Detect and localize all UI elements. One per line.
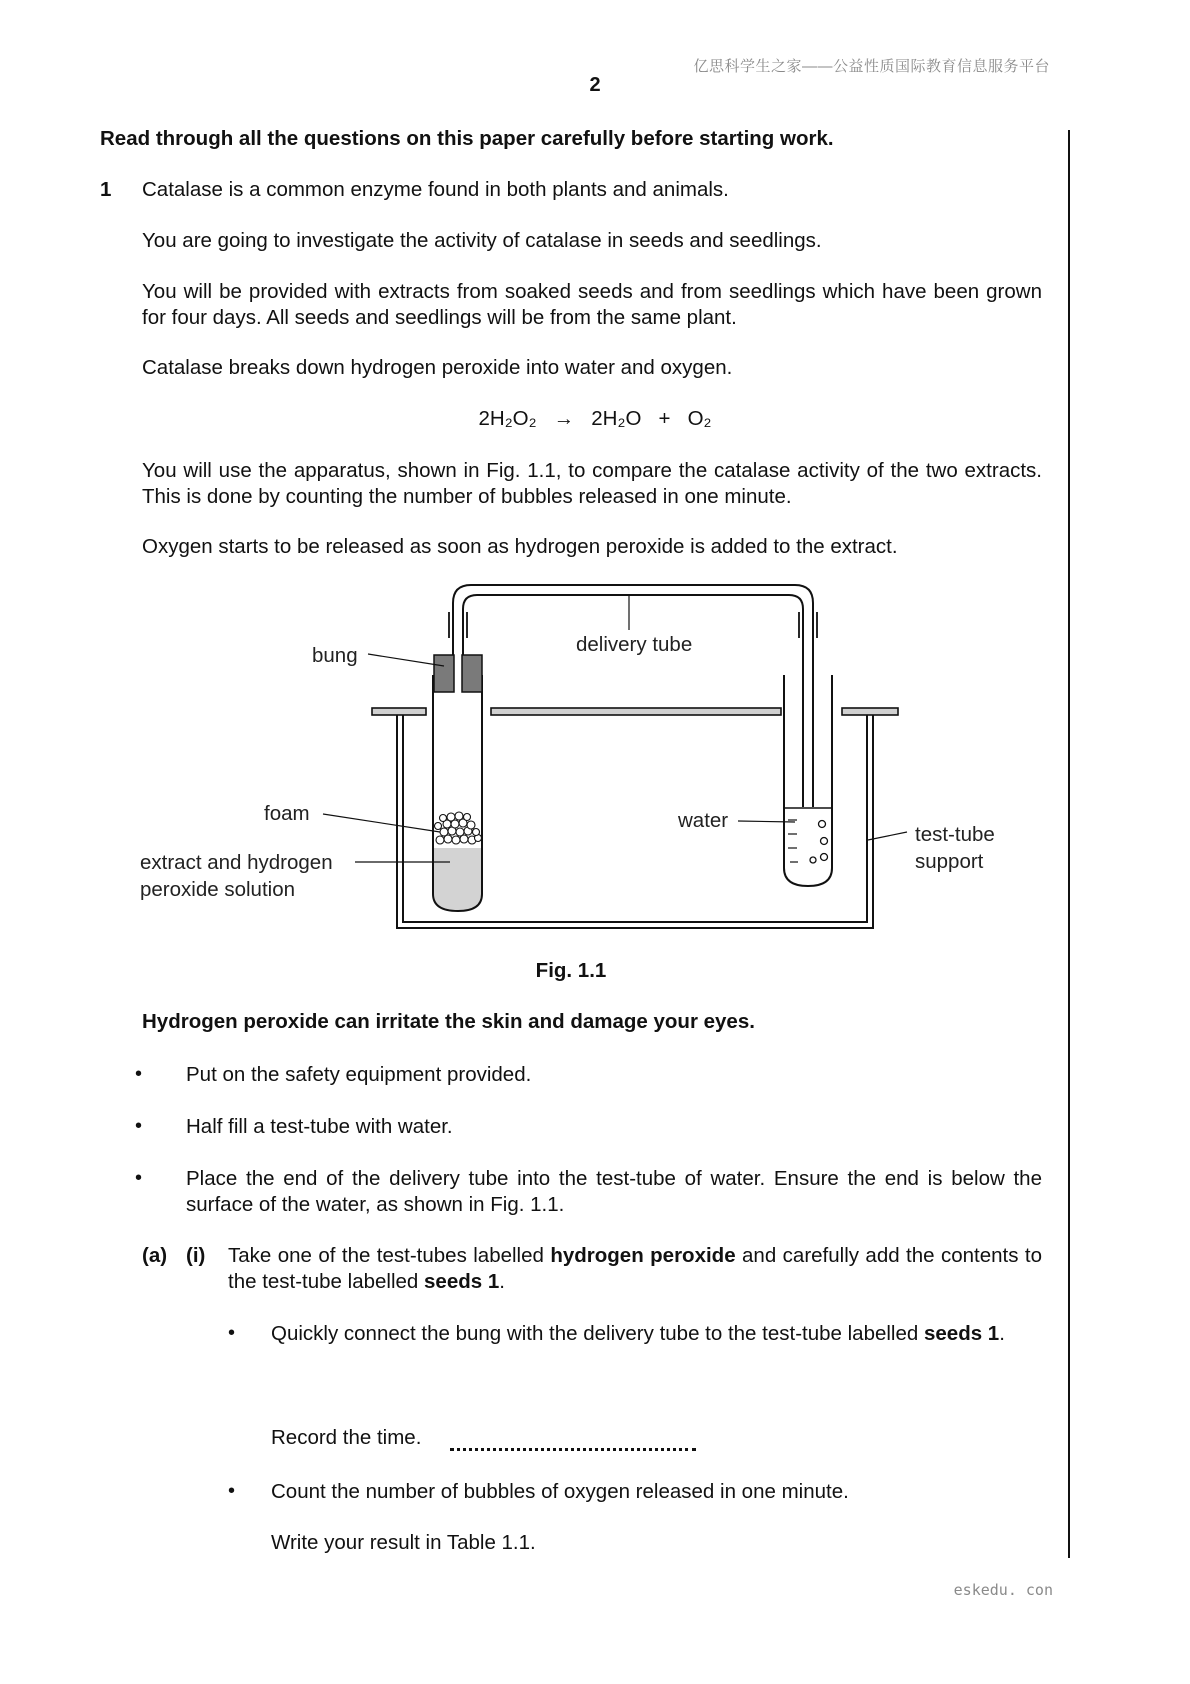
part-a-text-1: Take one of the test-tubes labelled <box>228 1244 551 1267</box>
equation-product-water: 2H₂O <box>591 407 642 430</box>
label-delivery-tube: delivery tube <box>576 633 693 656</box>
equation-reactant: 2H₂O₂ <box>478 407 537 430</box>
bung-right-half <box>462 655 482 692</box>
right-test-tube <box>784 675 832 886</box>
step-2: Half fill a test-tube with water. <box>186 1115 453 1138</box>
question-paragraph-6: Oxygen starts to be released as soon as hydrogen peroxide is added to the extract. <box>142 535 898 558</box>
bullet-1-text: Quickly connect the bung with the delivery tube to the test-tube labelled <box>271 1322 924 1345</box>
question-paragraph-4: Catalase breaks down hydrogen peroxide into water and oxygen. <box>142 356 733 379</box>
left-test-tube <box>433 675 482 911</box>
instruction: Read through all the questions on this paper carefully before starting work. <box>100 127 834 150</box>
page-number: 2 <box>589 74 601 96</box>
question-paragraph-5: You will use the apparatus, shown in Fig. 1.1, to compare the catalase activity of the two extracts. This is done by counting the number of bubbles released in one minute. <box>142 459 1042 508</box>
bullet-1-end: . <box>999 1322 1005 1345</box>
label-bung: bung <box>312 644 358 667</box>
time-answer-line[interactable] <box>450 1430 696 1451</box>
bung-left-half <box>434 655 454 692</box>
equation-plus: + <box>658 407 671 430</box>
foam-bubbles <box>435 812 482 844</box>
record-time-label: Record the time. <box>271 1426 422 1449</box>
label-foam: foam <box>264 802 310 825</box>
footer-site: eskedu. con <box>953 1581 1053 1599</box>
part-a-bullet-1 <box>271 1321 1042 1347</box>
part-a-label: (a) <box>142 1244 168 1267</box>
shelf-left <box>372 708 426 715</box>
part-a-text-2: and carefully add the contents to the test-tube labelled <box>228 1244 1042 1293</box>
question-paragraph-3: You will be provided with extracts from soaked seeds and from seedlings which have been grown for four days. All seeds and seedlings will be from the same plant. <box>142 280 1042 329</box>
equation-product-oxygen: O₂ <box>687 407 712 430</box>
bullet-dot: • <box>135 1167 143 1189</box>
part-a-bold-hydrogen-peroxide: hydrogen peroxide <box>550 1244 736 1267</box>
question-number: 1 <box>100 178 112 201</box>
label-water: water <box>678 809 729 832</box>
part-a-sub-label: (i) <box>186 1244 206 1267</box>
label-support-line1: test-tube <box>915 823 995 846</box>
figure-caption: Fig. 1.1 <box>535 959 607 982</box>
step-3: Place the end of the delivery tube into the test-tube of water. Ensure the end is below the surface of the water, as shown in Fig. 1.1. <box>186 1167 1042 1216</box>
part-a-instruction <box>228 1243 1042 1295</box>
step-1: Put on the safety equipment provided. <box>186 1063 532 1086</box>
header-watermark: 亿思科学生之家——公益性质国际教育信息服务平台 <box>693 58 1050 75</box>
safety-warning: Hydrogen peroxide can irritate the skin and damage your eyes. <box>142 1010 755 1033</box>
part-a-text-3: . <box>499 1270 505 1293</box>
bullet-1-bold-seeds-1: seeds 1 <box>923 1322 1000 1345</box>
bullet-dot: • <box>228 1322 236 1344</box>
part-a-bold-seeds-1: seeds 1 <box>424 1270 500 1293</box>
write-result-instruction: Write your result in Table 1.1. <box>271 1531 536 1554</box>
question-paragraph-2: You are going to investigate the activity of catalase in seeds and seedlings. <box>142 229 822 252</box>
label-extract-line1: extract and hydrogen <box>140 851 333 874</box>
part-a-bullet-2: Count the number of bubbles of oxygen released in one minute. <box>271 1480 849 1503</box>
question-intro: Catalase is a common enzyme found in both plants and animals. <box>142 178 729 201</box>
bullet-dot: • <box>135 1063 143 1085</box>
equation-arrow: → <box>553 407 575 430</box>
bullet-dot: • <box>228 1480 236 1502</box>
label-support-line2: support <box>915 850 984 873</box>
shelf-right <box>842 708 898 715</box>
bullet-dot: • <box>135 1115 143 1137</box>
shelf-middle <box>491 708 781 715</box>
label-extract-line2: peroxide solution <box>140 878 295 901</box>
